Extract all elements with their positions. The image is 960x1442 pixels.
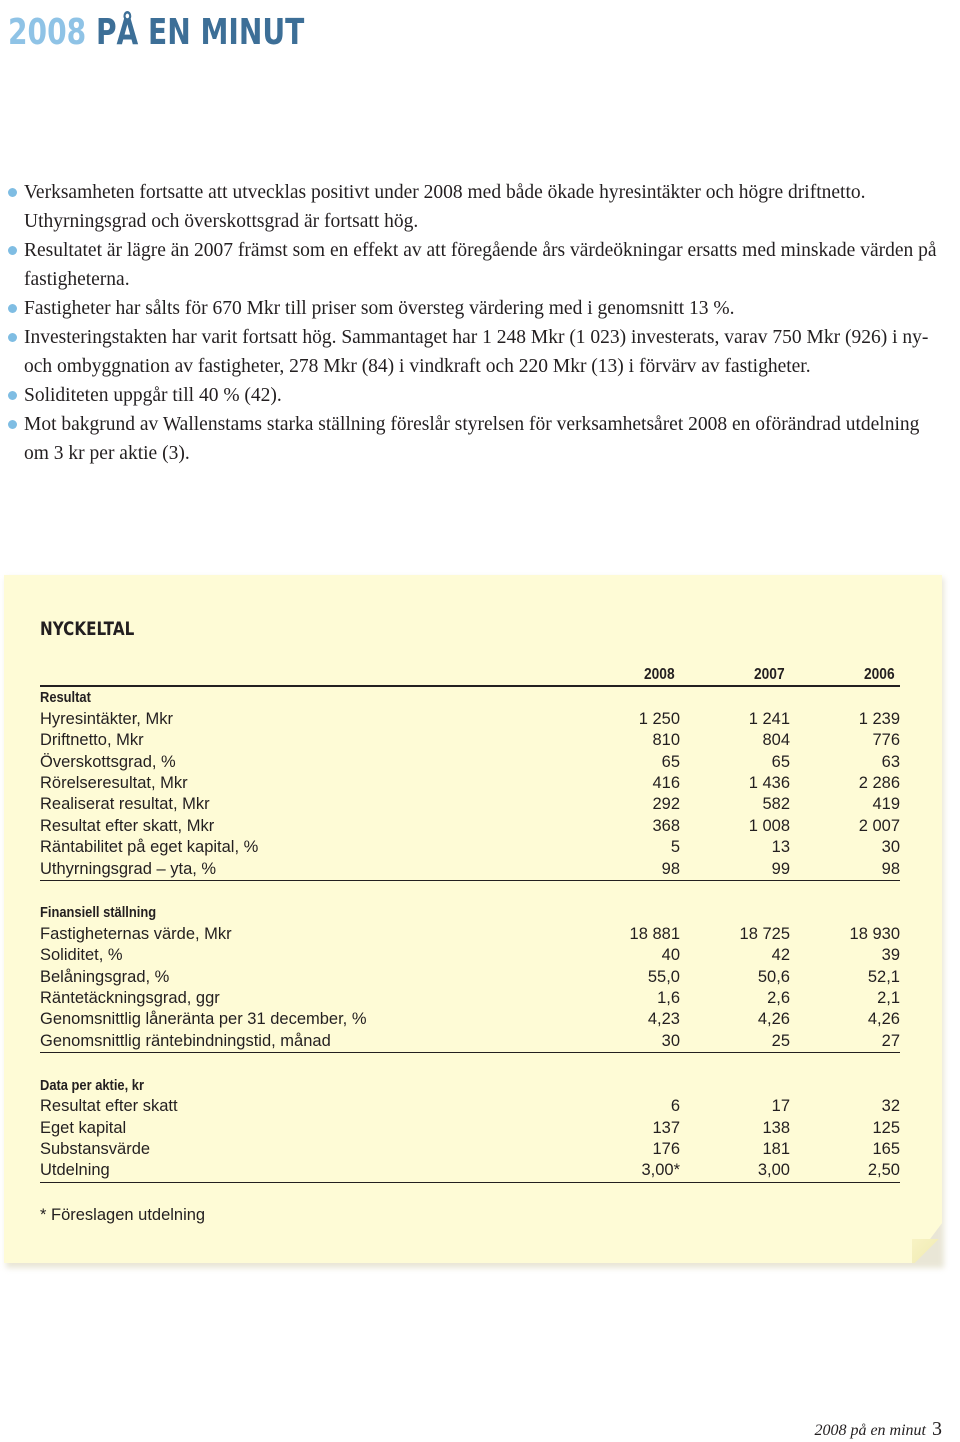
row-label: Resultat efter skatt, Mkr bbox=[40, 816, 215, 835]
row-label: Räntabilitet på eget kapital, % bbox=[40, 838, 259, 857]
table-row bbox=[40, 837, 900, 858]
row-label: Genomsnittlig låneränta per 31 december, % bbox=[40, 1010, 367, 1029]
row-value-2007: 13 bbox=[771, 838, 790, 857]
row-label: Räntetäckningsgrad, ggr bbox=[40, 989, 220, 1008]
row-value-2006: 27 bbox=[790, 1031, 900, 1053]
bullet-dot-icon bbox=[8, 246, 17, 255]
row-value-2006: 2 007 bbox=[858, 816, 900, 835]
highlight-item bbox=[8, 178, 946, 236]
table-row bbox=[40, 773, 900, 794]
row-value-2008: 810 bbox=[652, 731, 680, 750]
table-row bbox=[40, 794, 900, 815]
highlights-list bbox=[8, 178, 946, 468]
page-title-text: PÅ EN MINUT bbox=[95, 12, 305, 53]
row-value-2008: 4,23 bbox=[647, 1010, 680, 1029]
table-spacer bbox=[40, 881, 900, 903]
row-value-2006: 52,1 bbox=[867, 967, 900, 986]
row-value-2006: 30 bbox=[881, 838, 900, 857]
footer-text: 2008 på en minut bbox=[814, 1422, 926, 1439]
table-row bbox=[40, 1031, 900, 1053]
section-heading: Data per aktie, kr bbox=[40, 1076, 144, 1094]
row-value-2008: 3,00* bbox=[580, 1160, 680, 1182]
row-value-2008: 98 bbox=[580, 859, 680, 881]
bullet-dot-icon bbox=[8, 188, 17, 197]
table-row bbox=[40, 752, 900, 773]
year-header: 2008 bbox=[580, 664, 680, 686]
year-header: 2007 bbox=[680, 664, 790, 686]
row-label: Resultat efter skatt bbox=[40, 1097, 178, 1116]
row-value-2008: 40 bbox=[661, 946, 680, 965]
page-title bbox=[8, 8, 304, 58]
table-row bbox=[40, 924, 900, 945]
table-header-row bbox=[40, 664, 900, 686]
row-value-2007: 65 bbox=[771, 752, 790, 771]
row-value-2006: 39 bbox=[881, 946, 900, 965]
highlight-text: Verksamheten fortsatte att utvecklas positivt under 2008 med både ökade hyresintäkter och högre driftnetto. Uthyrningsgrad och överskottsgrad är fortsatt hög. bbox=[24, 182, 866, 232]
table-row bbox=[40, 709, 900, 730]
row-value-2006: 32 bbox=[881, 1097, 900, 1116]
row-label: Soliditet, % bbox=[40, 946, 123, 965]
bullet-dot-icon bbox=[8, 391, 17, 400]
table-row bbox=[40, 1096, 900, 1117]
row-label: Substansvärde bbox=[40, 1139, 151, 1158]
row-value-2008: 176 bbox=[652, 1139, 680, 1158]
footnote: * Föreslagen utdelning bbox=[40, 1206, 206, 1224]
table-row bbox=[40, 988, 900, 1009]
row-value-2007: 582 bbox=[762, 795, 790, 814]
row-value-2007: 1 241 bbox=[748, 709, 790, 728]
page-curl-icon bbox=[912, 1239, 942, 1263]
row-label: Rörelseresultat, Mkr bbox=[40, 774, 188, 793]
table-row bbox=[40, 859, 900, 881]
highlight-item bbox=[8, 410, 946, 468]
highlight-item bbox=[8, 381, 946, 410]
row-value-2007: 50,6 bbox=[757, 967, 790, 986]
row-value-2008: 5 bbox=[670, 838, 680, 857]
row-label: Utdelning bbox=[40, 1160, 580, 1182]
row-value-2006: 2,1 bbox=[877, 989, 900, 1008]
section-heading-row bbox=[40, 902, 900, 923]
row-label: Driftnetto, Mkr bbox=[40, 731, 144, 750]
row-value-2008: 6 bbox=[670, 1097, 680, 1116]
highlight-text: Investeringstakten har varit fortsatt hög. Sammantaget har 1 248 Mkr (1 023) investerats, varav 750 Mkr (926) i ny- och ombyggnation av fastigheter, 278 Mkr (84) i vindkraft och 220 Mkr (13) i förvärv av fastigheter. bbox=[24, 327, 929, 377]
row-value-2007: 18 725 bbox=[739, 924, 790, 943]
section-heading: Finansiell ställning bbox=[40, 904, 157, 922]
table-row bbox=[40, 1139, 900, 1160]
row-value-2008: 416 bbox=[652, 774, 680, 793]
page-number: 3 bbox=[932, 1418, 942, 1440]
row-value-2008: 137 bbox=[652, 1118, 680, 1137]
table-row bbox=[40, 1118, 900, 1139]
section-heading-row bbox=[40, 686, 900, 708]
row-value-2006: 419 bbox=[872, 795, 900, 814]
table-row bbox=[40, 816, 900, 837]
row-value-2007: 42 bbox=[771, 946, 790, 965]
row-value-2008: 292 bbox=[652, 795, 680, 814]
highlight-text: Mot bakgrund av Wallenstams starka ställning föreslår styrelsen för verksamhetsåret 2008 en oförändrad utdelning om 3 kr per aktie (3). bbox=[24, 414, 920, 464]
highlight-item bbox=[8, 236, 946, 294]
row-value-2007: 17 bbox=[771, 1097, 790, 1116]
row-value-2007: 25 bbox=[680, 1031, 790, 1053]
row-value-2006: 125 bbox=[872, 1118, 900, 1137]
row-value-2008: 30 bbox=[580, 1031, 680, 1053]
row-value-2007: 181 bbox=[762, 1139, 790, 1158]
row-value-2007: 138 bbox=[762, 1118, 790, 1137]
table-row bbox=[40, 967, 900, 988]
year-header: 2006 bbox=[790, 664, 900, 686]
row-label: Fastigheternas värde, Mkr bbox=[40, 924, 232, 943]
highlight-item bbox=[8, 323, 946, 381]
highlight-text: Fastigheter har sålts för 670 Mkr till priser som översteg värdering med i genomsnitt 13 %. bbox=[24, 298, 735, 319]
row-value-2007: 1 008 bbox=[748, 816, 790, 835]
table-row bbox=[40, 1160, 900, 1182]
row-value-2006: 98 bbox=[790, 859, 900, 881]
row-value-2007: 2,6 bbox=[767, 989, 790, 1008]
table-row bbox=[40, 945, 900, 966]
row-value-2006: 1 239 bbox=[858, 709, 900, 728]
row-value-2007: 4,26 bbox=[757, 1010, 790, 1029]
row-value-2007: 804 bbox=[762, 731, 790, 750]
table-spacer bbox=[40, 1053, 900, 1075]
highlight-item bbox=[8, 294, 946, 323]
key-figures-title: NYCKELTAL bbox=[40, 618, 135, 640]
row-value-2006: 165 bbox=[872, 1139, 900, 1158]
highlight-text: Soliditeten uppgår till 40 % (42). bbox=[24, 385, 282, 406]
row-value-2008: 1 250 bbox=[638, 709, 680, 728]
row-value-2007: 3,00 bbox=[680, 1160, 790, 1182]
page-title-year: 2008 bbox=[8, 12, 87, 53]
row-value-2007: 1 436 bbox=[748, 774, 790, 793]
key-figures-table bbox=[40, 664, 900, 1183]
page-footer bbox=[814, 1418, 942, 1441]
row-label: Belåningsgrad, % bbox=[40, 967, 170, 986]
key-figures-body bbox=[40, 686, 900, 1182]
row-value-2006: 4,26 bbox=[867, 1010, 900, 1029]
section-heading: Resultat bbox=[40, 689, 91, 707]
row-value-2008: 65 bbox=[661, 752, 680, 771]
row-value-2006: 18 930 bbox=[849, 924, 900, 943]
row-value-2008: 18 881 bbox=[629, 924, 680, 943]
row-value-2007: 99 bbox=[680, 859, 790, 881]
bullet-dot-icon bbox=[8, 304, 17, 313]
bullet-dot-icon bbox=[8, 420, 17, 429]
row-value-2006: 776 bbox=[872, 731, 900, 750]
row-label: Överskottsgrad, % bbox=[40, 752, 176, 771]
section-heading-row bbox=[40, 1075, 900, 1096]
row-value-2008: 1,6 bbox=[657, 989, 680, 1008]
bullet-dot-icon bbox=[8, 333, 17, 342]
row-label: Uthyrningsgrad – yta, % bbox=[40, 859, 580, 881]
row-value-2008: 55,0 bbox=[647, 967, 680, 986]
highlight-text: Resultatet är lägre än 2007 främst som en effekt av att föregående års värdeökningar ersatts med minskade värden på fastigheterna. bbox=[24, 240, 937, 290]
row-value-2006: 63 bbox=[881, 752, 900, 771]
table-row bbox=[40, 1009, 900, 1030]
row-value-2006: 2 286 bbox=[858, 774, 900, 793]
row-label: Eget kapital bbox=[40, 1118, 127, 1137]
row-label: Genomsnittlig räntebindningstid, månad bbox=[40, 1031, 580, 1053]
table-row bbox=[40, 730, 900, 751]
row-label: Realiserat resultat, Mkr bbox=[40, 795, 210, 814]
row-value-2006: 2,50 bbox=[790, 1160, 900, 1182]
row-value-2008: 368 bbox=[652, 816, 680, 835]
row-label: Hyresintäkter, Mkr bbox=[40, 709, 173, 728]
